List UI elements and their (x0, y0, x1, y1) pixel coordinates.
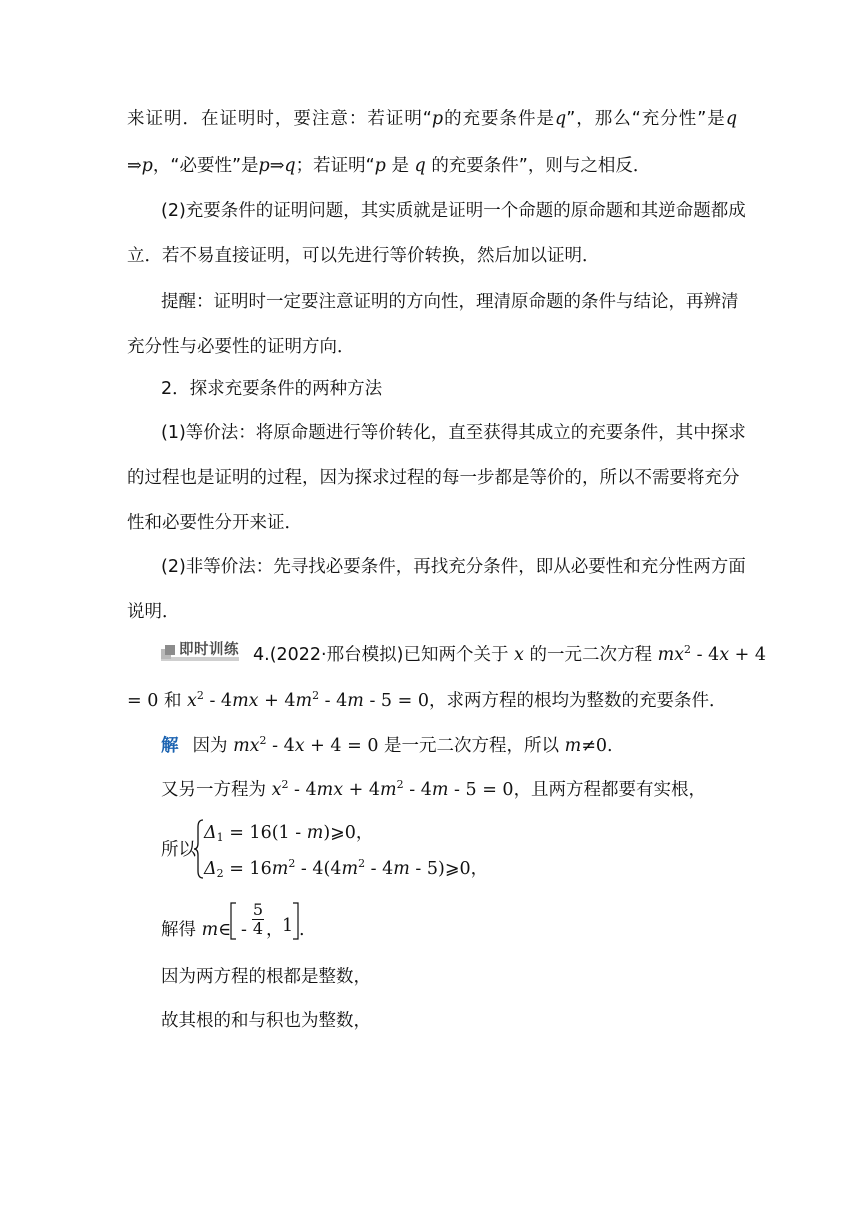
inequality-system: 所以 $\Delta_1 = 16(1$ - m)⩾0， $\Delta_2 = 16m^2 - 4(4m^2 - 4m$ - 5)⩾0， (161, 815, 581, 885)
solution-line: 故其根的和与积也为整数， (161, 1011, 371, 1031)
text-line: (2)充要条件的证明问题，其实质就是证明一个命题的原命题和其逆命题都成 (161, 201, 746, 221)
fraction: 5 4 (252, 900, 264, 938)
solution-line: 因为两方程的根都是整数， (161, 967, 371, 987)
inequality-2: $\Delta_2 = 16m^2 - 4(4m^2 - 4m$ - 5)⩾0， (204, 857, 489, 880)
text-line: 立．若不易直接证明，可以先进行等价转换，然后加以证明． (127, 246, 600, 266)
section-heading: 2．探求充要条件的两种方法 (161, 379, 383, 399)
inequality-1: $\Delta_1 = 16(1$ - m)⩾0， (204, 823, 374, 844)
text-line: 的过程也是证明的过程，因为探求过程的每一步都是等价的，所以不需要将充分 (127, 468, 740, 488)
solution-line: 解 因为 $mx^2 - 4x + 4 = 0$ 是一元二次方程，所以 m≠0. (161, 734, 613, 756)
text-line: ⇒p，“必要性”是p⇒q；若证明“p 是 q 的充要条件”，则与之相反． (127, 156, 651, 176)
left-bracket (229, 902, 237, 940)
exercise-line: = 0 和 $x^2 - 4mx + 4m^2 - 4m - 5 = 0$，求两方程的根均为整数的充要条件． (127, 689, 727, 711)
text-line: 性和必要性分开来证． (127, 513, 302, 533)
exercise-line: 即时训练 4.(2022·邢台模拟)已知两个关于 x 的一元二次方程 $mx^2 - 4x + 4$ (161, 640, 737, 670)
text-line: (2)非等价法：先寻找必要条件，再找充分条件，即从必要性和充分性两方面 (161, 557, 746, 577)
text-line: 充分性与必要性的证明方向． (127, 337, 355, 357)
text-line: 提醒：证明时一定要注意证明的方向性，理清原命题的条件与结论，再辨清 (161, 292, 739, 312)
solution-label: 解 (161, 736, 179, 756)
exercise-badge: 即时训练 (161, 644, 239, 662)
text-line: 来证明．在证明时，要注意：若证明“p的充要条件是q”，那么“充分性”是q (127, 109, 738, 129)
interval-result: 解得 m∈ - 5 4 ， 1 . (161, 900, 305, 940)
text-line: (1)等价法：将原命题进行等价转化，直至获得其成立的充要条件，其中探求 (161, 423, 746, 443)
solution-line: 又另一方程为 $x^2 - 4mx + 4m^2 - 4m - 5 = 0$，且两方程都要有实根， (161, 778, 707, 800)
text-line: 说明． (127, 602, 180, 622)
left-brace (194, 819, 204, 879)
